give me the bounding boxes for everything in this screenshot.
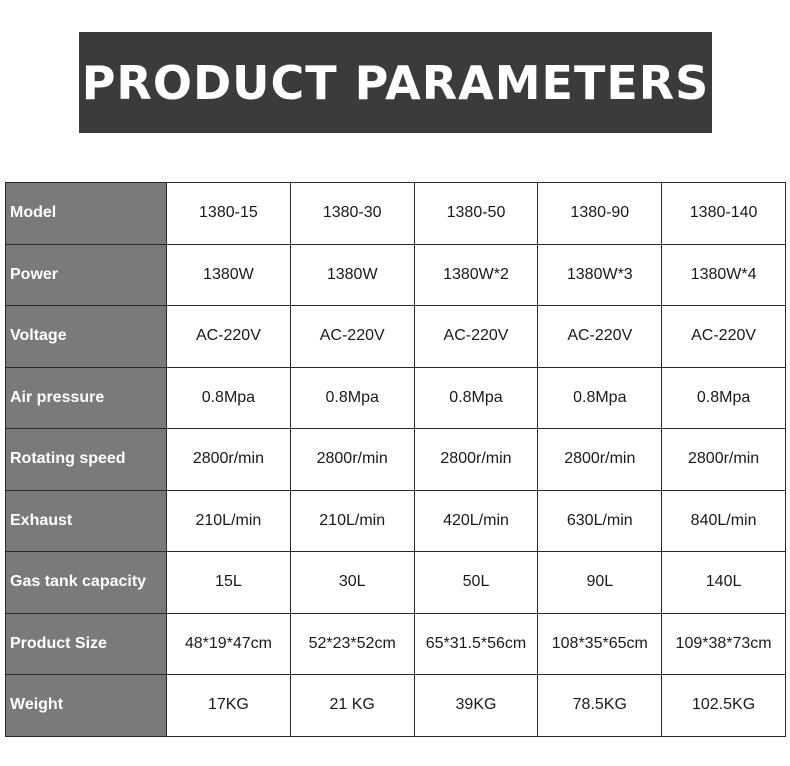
- table-cell: AC-220V: [662, 306, 786, 368]
- table-cell: 0.8Mpa: [167, 367, 291, 429]
- table-cell: 78.5KG: [538, 675, 662, 737]
- table-cell: 1380W*2: [414, 244, 538, 306]
- table-cell: 2800r/min: [538, 429, 662, 491]
- title-banner: [79, 32, 712, 133]
- table-cell: 109*38*73cm: [662, 613, 786, 675]
- table-cell: 50L: [414, 552, 538, 614]
- table-cell: 0.8Mpa: [290, 367, 414, 429]
- table-cell: 52*23*52cm: [290, 613, 414, 675]
- table-row-model: [6, 183, 786, 245]
- table-row-power: [6, 244, 786, 306]
- parameters-table: [5, 182, 786, 737]
- row-label: Rotating speed: [6, 429, 167, 491]
- table-row-gas-tank-capacity: [6, 552, 786, 614]
- table-cell: 1380-90: [538, 183, 662, 245]
- table-cell: 630L/min: [538, 490, 662, 552]
- table-cell: 39KG: [414, 675, 538, 737]
- table-cell: 17KG: [167, 675, 291, 737]
- row-label: Gas tank capacity: [6, 552, 167, 614]
- row-label: Model: [6, 183, 167, 245]
- table-cell: 2800r/min: [290, 429, 414, 491]
- table-cell: 15L: [167, 552, 291, 614]
- table-cell: 2800r/min: [167, 429, 291, 491]
- table-cell: 1380W*4: [662, 244, 786, 306]
- table-cell: 90L: [538, 552, 662, 614]
- table-cell: 1380-50: [414, 183, 538, 245]
- table-cell: 1380W*3: [538, 244, 662, 306]
- table-cell: AC-220V: [538, 306, 662, 368]
- table-cell: 0.8Mpa: [662, 367, 786, 429]
- table-cell: 65*31.5*56cm: [414, 613, 538, 675]
- table-cell: 2800r/min: [662, 429, 786, 491]
- table-cell: 1380-15: [167, 183, 291, 245]
- row-label: Air pressure: [6, 367, 167, 429]
- table-cell: 48*19*47cm: [167, 613, 291, 675]
- table-cell: 140L: [662, 552, 786, 614]
- row-label: Product Size: [6, 613, 167, 675]
- table-cell: 210L/min: [167, 490, 291, 552]
- table-cell: 840L/min: [662, 490, 786, 552]
- table-row-voltage: [6, 306, 786, 368]
- table-cell: AC-220V: [290, 306, 414, 368]
- table-cell: 0.8Mpa: [538, 367, 662, 429]
- table-cell: 1380W: [290, 244, 414, 306]
- table-cell: 1380-30: [290, 183, 414, 245]
- table-row-product-size: [6, 613, 786, 675]
- row-label: Exhaust: [6, 490, 167, 552]
- row-label: Voltage: [6, 306, 167, 368]
- table-cell: 102.5KG: [662, 675, 786, 737]
- table-cell: 2800r/min: [414, 429, 538, 491]
- table-cell: AC-220V: [167, 306, 291, 368]
- table-cell: 108*35*65cm: [538, 613, 662, 675]
- table-row-exhaust: [6, 490, 786, 552]
- table-cell: 1380W: [167, 244, 291, 306]
- table-cell: AC-220V: [414, 306, 538, 368]
- row-label: Power: [6, 244, 167, 306]
- table-cell: 0.8Mpa: [414, 367, 538, 429]
- table-cell: 21 KG: [290, 675, 414, 737]
- page-title: PRODUCT PARAMETERS: [81, 55, 710, 110]
- table-cell: 30L: [290, 552, 414, 614]
- table-cell: 210L/min: [290, 490, 414, 552]
- row-label: Weight: [6, 675, 167, 737]
- table-cell: 1380-140: [662, 183, 786, 245]
- table-row-weight: [6, 675, 786, 737]
- table-cell: 420L/min: [414, 490, 538, 552]
- table-row-rotating-speed: [6, 429, 786, 491]
- table-row-air-pressure: [6, 367, 786, 429]
